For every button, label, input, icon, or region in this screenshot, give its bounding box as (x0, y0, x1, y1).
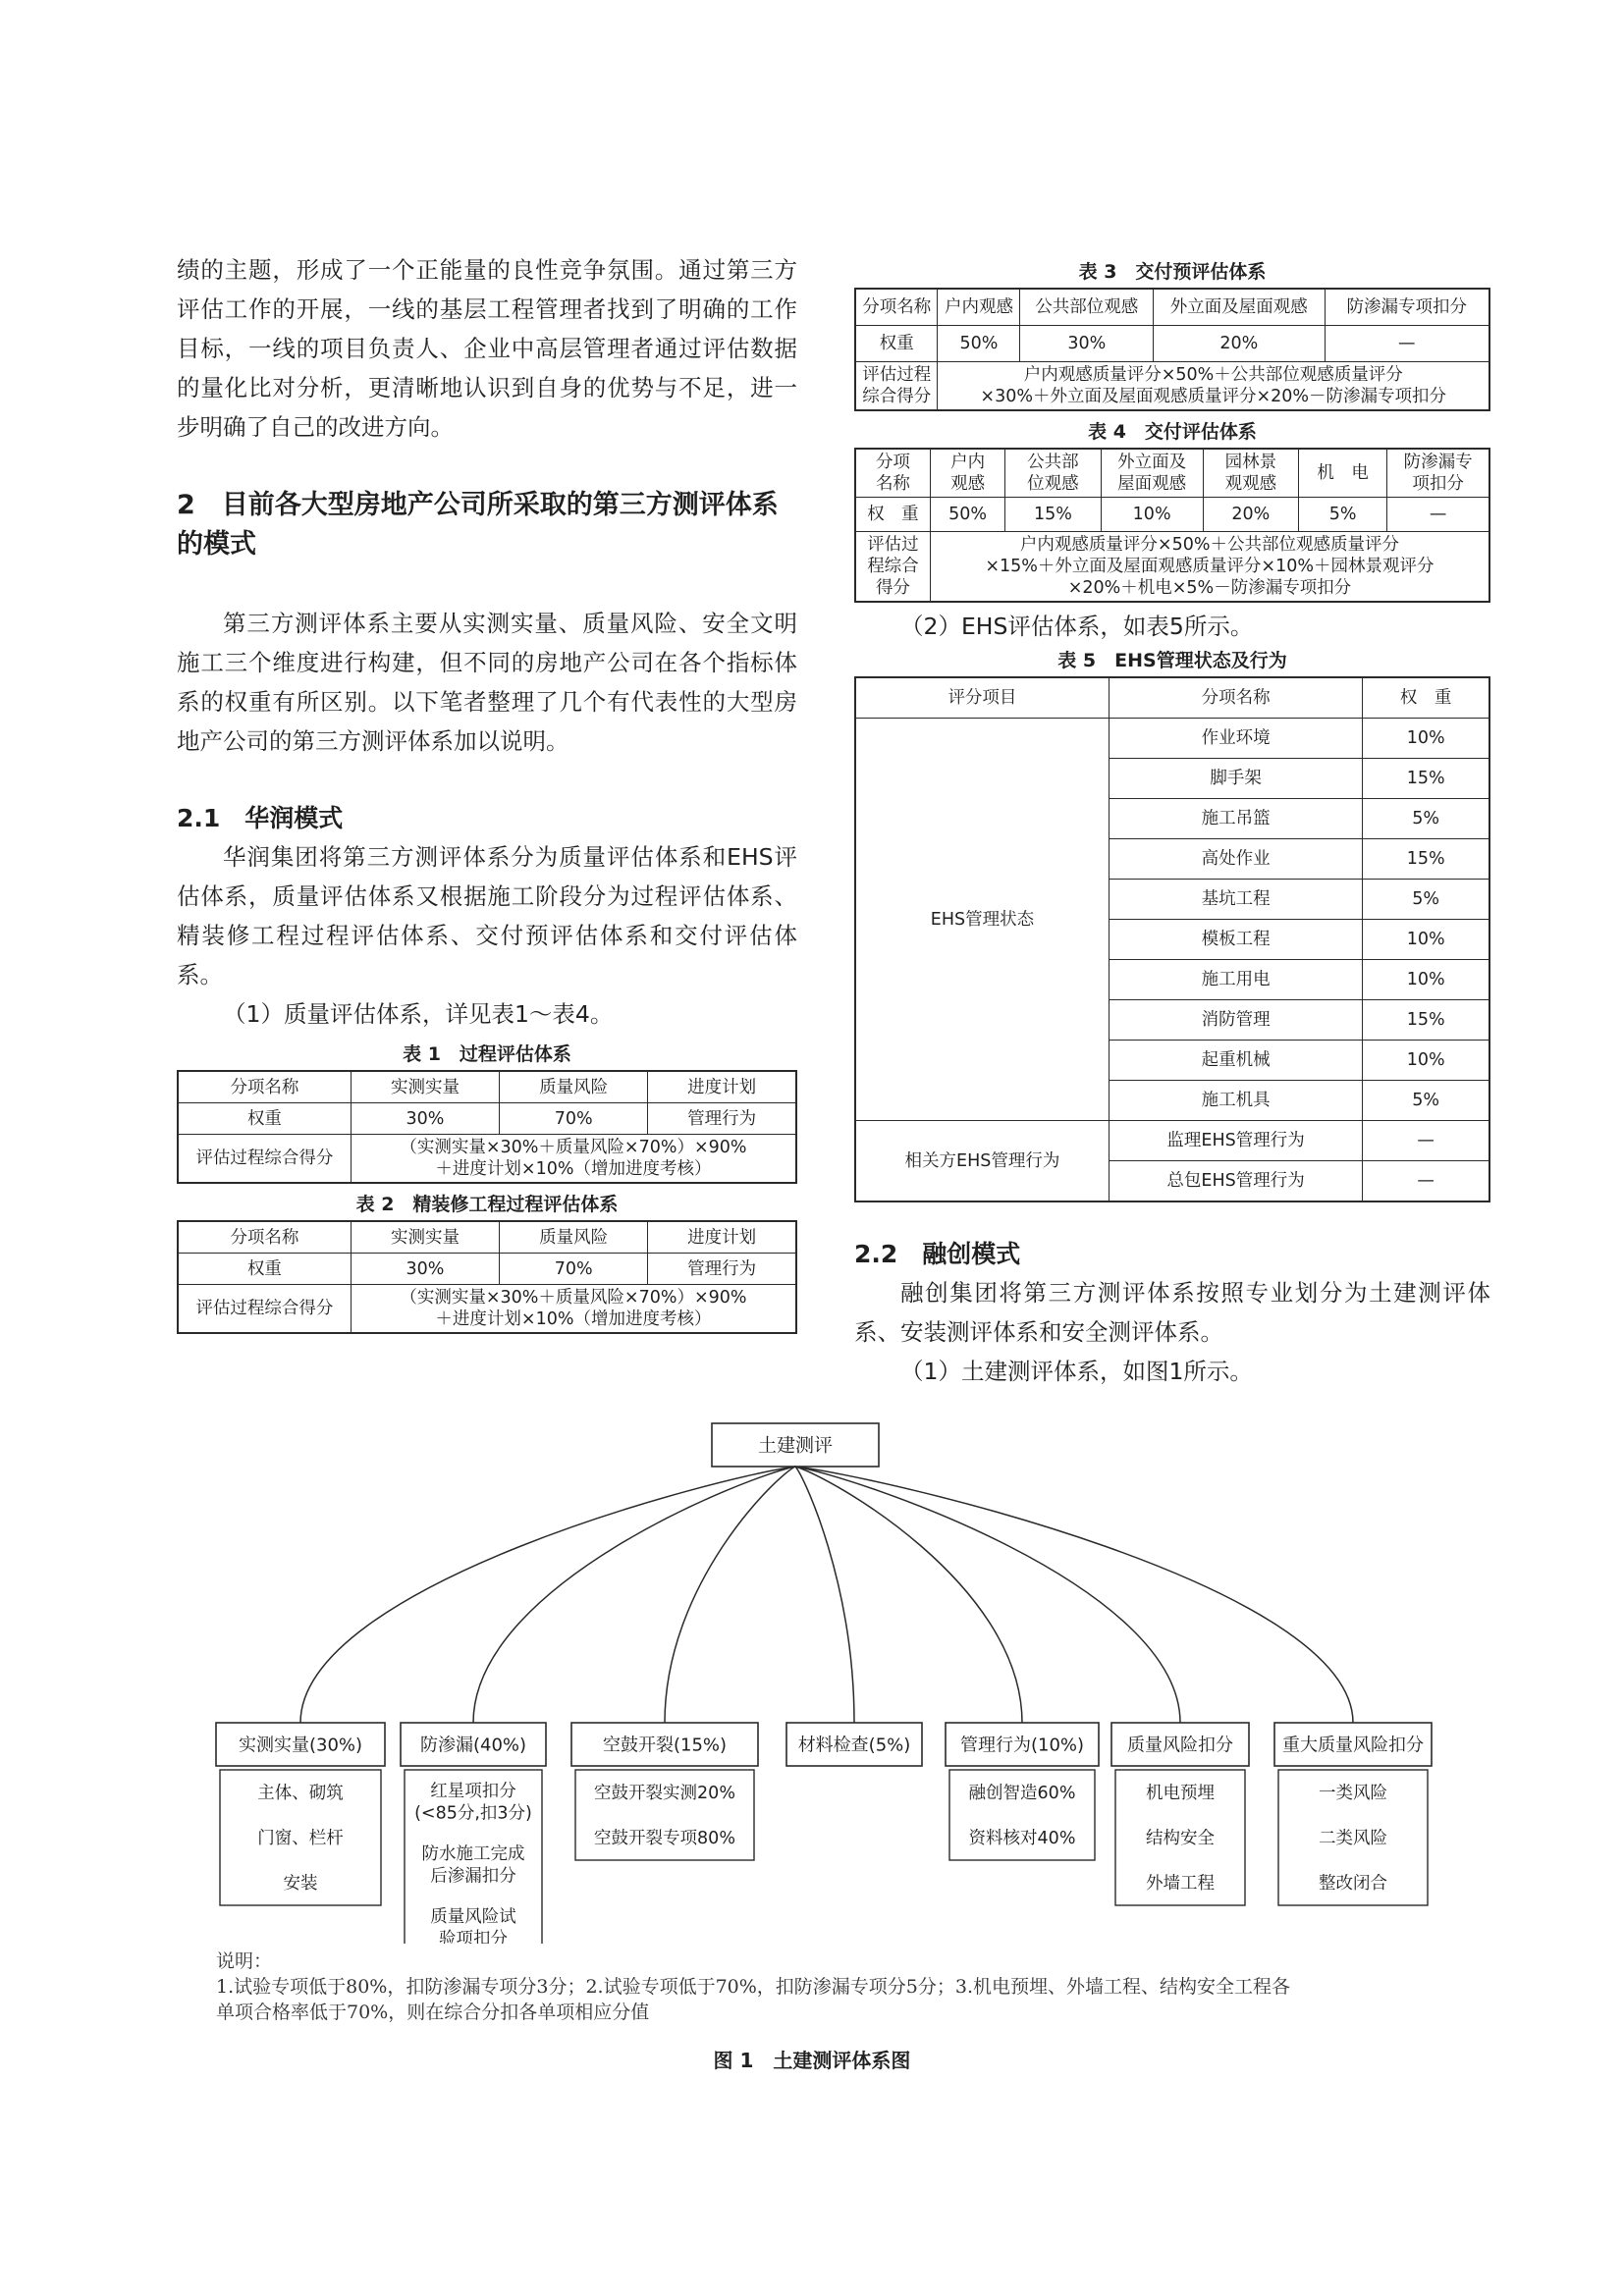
child-label: 整改闭合 (1319, 1874, 1387, 1895)
table-cell: 施工吊篮 (1109, 799, 1362, 839)
table-cell: 30% (351, 1254, 499, 1285)
cell-line: 观感 (950, 474, 986, 494)
table-cell: — (1363, 1161, 1489, 1202)
child-label: 红星项扣分(<85分,扣3分) (414, 1781, 532, 1824)
table-row (855, 289, 1489, 326)
cell-line: 项扣分 (1412, 474, 1464, 494)
table-cell-formula (930, 532, 1489, 603)
table-cell: 5% (1363, 880, 1489, 920)
table-cell: 15% (1363, 1000, 1489, 1041)
table-cell-group: 相关方EHS管理行为 (855, 1121, 1109, 1202)
child-label: 二类风险 (1319, 1829, 1387, 1849)
table-cell-group: EHS管理状态 (855, 719, 1109, 1121)
table-cell: 作业环境 (1109, 719, 1362, 759)
table-cell: 消防管理 (1109, 1000, 1362, 1041)
table-cell: 50% (938, 326, 1020, 362)
table-cell: 实测实量 (351, 1071, 499, 1103)
tree-diagram (196, 1414, 1434, 1944)
formula-line: ×20%＋机电×5%－防渗漏专项扣分 (1067, 578, 1352, 598)
table-cell: 权 重 (855, 498, 930, 532)
table-cell: 施工用电 (1109, 960, 1362, 1000)
table2-caption: 表 2 精装修工程过程评估体系 (355, 1194, 619, 1215)
table-cell (855, 362, 938, 411)
table-cell: 户内观感 (938, 289, 1020, 326)
table4 (854, 448, 1490, 603)
table-cell: 管理行为 (648, 1254, 796, 1285)
table-cell: 评估过程综合得分 (178, 1135, 351, 1184)
connector-line (665, 1467, 795, 1723)
table-cell: 施工机具 (1109, 1081, 1362, 1121)
table-cell: 高处作业 (1109, 839, 1362, 880)
table-cell-formula (938, 362, 1489, 411)
table3-caption: 表 3 交付预评估体系 (1078, 261, 1267, 283)
table-cell: 管理行为 (648, 1103, 796, 1135)
child-label: 融创智造60% (968, 1784, 1076, 1804)
cell-line: 分项 (875, 453, 910, 472)
child-label: 空鼓开裂实测20% (594, 1784, 735, 1804)
table-cell: 5% (1363, 1081, 1489, 1121)
table-cell: 10% (1363, 719, 1489, 759)
right-column (854, 257, 1490, 1391)
cell-line: 外立面及 (1117, 453, 1187, 472)
child-label: 质量风险试验项扣分 (430, 1906, 516, 1944)
table-cell: 10% (1363, 960, 1489, 1000)
root-label: 土建测评 (757, 1434, 834, 1457)
branch-label: 实测实量(30%) (238, 1735, 363, 1756)
child-label: 主体、砌筑 (257, 1784, 344, 1804)
table-cell: 分项名称 (855, 289, 938, 326)
formula-line: ＋进度计划×10%（增加进度考核） (435, 1159, 712, 1179)
table-cell: 公共部位观感 (1020, 289, 1154, 326)
table-cell: 权 重 (1363, 677, 1489, 719)
table-row (178, 1285, 796, 1334)
table-cell: 50% (930, 498, 1004, 532)
table-cell: 分项名称 (178, 1071, 351, 1103)
table-cell (855, 532, 930, 603)
section-2-paragraph: 第三方测评体系主要从实测实量、质量风险、安全文明施工三个维度进行构建，但不同的房地产公司在各个指标体系的权重有所区别。以下笔者整理了几个有代表性的大型房地产公司的第三方测评体系加以说明。 (177, 610, 797, 755)
list-item-3: （1）土建测评体系，如图1所示。 (900, 1358, 1253, 1385)
left-column (177, 250, 797, 1334)
section-2-1-title: 2.1 华润模式 (177, 804, 344, 832)
label-line: 评估过程 (862, 365, 932, 385)
branch-label: 重大质量风险扣分 (1282, 1735, 1424, 1756)
table-cell: 10% (1363, 920, 1489, 960)
table-cell: 实测实量 (351, 1221, 499, 1254)
list-item-1: （1）质量评估体系，详见表1～表4。 (223, 1000, 614, 1028)
table-cell: 分项名称 (178, 1221, 351, 1254)
formula-line: （实测实量×30%＋质量风险×70%）×90% (400, 1138, 747, 1157)
cell-line: 公共部 (1027, 453, 1079, 472)
table-row (178, 1254, 796, 1285)
table-cell: 15% (1005, 498, 1101, 532)
label-line: 综合得分 (862, 387, 932, 406)
table-row (855, 362, 1489, 411)
table-cell: 质量风险 (500, 1221, 648, 1254)
note-line: 单项合格率低于70%，则在综合分扣各单项相应分值 (216, 2002, 650, 2023)
note-title: 说明： (216, 1950, 273, 1972)
cell-line: 位观感 (1027, 474, 1079, 494)
connector-line (795, 1467, 1353, 1723)
section-2-1-paragraph: 华润集团将第三方测评体系分为质量评估体系和EHS评估体系，质量评估体系又根据施工阶段分为过程评估体系、精装修工程过程评估体系、交付预评估体系和交付评估体系。 (177, 843, 797, 988)
formula-line: 户内观感质量评分×50%＋公共部位观感质量评分 (1019, 535, 1399, 555)
table-cell: 基坑工程 (1109, 880, 1362, 920)
table-cell: 评估过程综合得分 (178, 1285, 351, 1334)
table-cell: 20% (1203, 498, 1298, 532)
table-cell: — (1363, 1121, 1489, 1161)
table-cell: 20% (1154, 326, 1325, 362)
note-line: 1.试验专项低于80%，扣防渗漏专项分3分；2.试验专项低于70%，扣防渗漏专项分5分；3.机电预埋、外墙工程、结构安全工程各 (216, 1976, 1291, 1998)
section-2-title: 2 目前各大型房地产公司所采取的第三方测评体系的模式 (177, 490, 779, 560)
formula-line: ×30%＋外立面及屋面观感质量评分×20%－防渗漏专项扣分 (980, 387, 1447, 406)
child-label: 空鼓开裂专项80% (594, 1829, 735, 1849)
table5-caption: 表 5 EHS管理状态及行为 (1057, 650, 1287, 671)
table-cell (1101, 449, 1203, 498)
formula-line: （实测实量×30%＋质量风险×70%）×90% (400, 1288, 747, 1308)
child-label: 机电预埋 (1146, 1784, 1215, 1804)
table-cell: 监理EHS管理行为 (1109, 1121, 1362, 1161)
child-label: 结构安全 (1146, 1829, 1215, 1849)
table-cell: 外立面及屋面观感 (1154, 289, 1325, 326)
branch-label: 材料检查(5%) (797, 1735, 911, 1756)
child-label: 防水施工完成后渗漏扣分 (421, 1843, 525, 1887)
table-cell: 质量风险 (500, 1071, 648, 1103)
cell-line: 户内 (950, 453, 986, 472)
section-2-2-paragraph: 融创集团将第三方测评体系按照专业划分为土建测评体系、安装测评体系和安全测评体系。 (854, 1279, 1490, 1346)
connector-line (473, 1467, 795, 1723)
table2 (177, 1220, 797, 1334)
table-cell (1203, 449, 1298, 498)
label-line: 评估过 (867, 535, 919, 555)
figure-1 (196, 1414, 1434, 1944)
intro-paragraph: 绩的主题，形成了一个正能量的良性竞争氛围。通过第三方评估工作的开展，一线的基层工程管理者找到了明确的工作目标，一线的项目负责人、企业中高层管理者通过评估数据的量化比对分析，更清晰地认识到自身的优势与不足，进一步明确了自己的改进方向。 (177, 256, 797, 441)
table-cell: 总包EHS管理行为 (1109, 1161, 1362, 1202)
connector-line (795, 1467, 1022, 1723)
table-row (855, 326, 1489, 362)
table-cell: 15% (1363, 839, 1489, 880)
table-row (855, 677, 1489, 719)
table-cell: — (1387, 498, 1489, 532)
branch-label: 防渗漏(40%) (419, 1735, 527, 1756)
table-cell: 评分项目 (855, 677, 1109, 719)
table1-caption: 表 1 过程评估体系 (403, 1043, 571, 1065)
formula-line: 户内观感质量评分×50%＋公共部位观感质量评分 (1023, 365, 1403, 385)
list-item-2: （2）EHS评估体系，如表5所示。 (900, 613, 1254, 640)
table-cell: 30% (351, 1103, 499, 1135)
cell-line: 观观感 (1224, 474, 1277, 494)
table-row (855, 1121, 1489, 1161)
table-cell: 70% (500, 1103, 648, 1135)
table-cell: 10% (1101, 498, 1203, 532)
table-row (178, 1103, 796, 1135)
formula-line: ×15%＋外立面及屋面观感质量评分×10%＋园林景观评分 (985, 557, 1435, 576)
table-row (178, 1071, 796, 1103)
formula-line: ＋进度计划×10%（增加进度考核） (435, 1309, 712, 1329)
table-row (178, 1221, 796, 1254)
table-cell: 70% (500, 1254, 648, 1285)
child-label: 安装 (283, 1874, 318, 1895)
table-cell: 脚手架 (1109, 759, 1362, 799)
cell-line: 机 电 (1317, 463, 1369, 483)
section-2-2-title: 2.2 融创模式 (854, 1240, 1021, 1268)
table-row (855, 498, 1489, 532)
table-cell: 15% (1363, 759, 1489, 799)
connector-line (795, 1467, 854, 1723)
table-row (178, 1135, 796, 1184)
label-line: 得分 (875, 578, 910, 598)
table-cell: 10% (1363, 1041, 1489, 1081)
table-cell: 进度计划 (648, 1221, 796, 1254)
table-cell: 起重机械 (1109, 1041, 1362, 1081)
table3 (854, 288, 1490, 411)
table-cell (1387, 449, 1489, 498)
table-cell (930, 449, 1004, 498)
table-cell: 权重 (178, 1103, 351, 1135)
branch-label: 质量风险扣分 (1127, 1735, 1233, 1756)
table-cell (1005, 449, 1101, 498)
figure-note (216, 1949, 1434, 2025)
cell-line: 屋面观感 (1117, 474, 1187, 494)
table-cell-formula (351, 1285, 796, 1334)
cell-line: 园林景 (1224, 453, 1277, 472)
child-label: 门窗、栏杆 (257, 1829, 344, 1849)
table-cell: 防渗漏专项扣分 (1325, 289, 1489, 326)
table-cell: 分项名称 (1109, 677, 1362, 719)
table-row (855, 719, 1489, 759)
table-cell: 5% (1298, 498, 1386, 532)
label-line: 程综合 (867, 557, 919, 576)
table4-caption: 表 4 交付评估体系 (1088, 421, 1257, 443)
branch-label: 管理行为(10%) (959, 1735, 1085, 1756)
table1 (177, 1070, 797, 1184)
cell-line: 防渗漏专 (1403, 453, 1473, 472)
child-label: 资料核对40% (968, 1829, 1076, 1849)
table-cell: — (1325, 326, 1489, 362)
branch-label: 空鼓开裂(15%) (602, 1735, 728, 1756)
table-row (855, 532, 1489, 603)
table-cell: 30% (1020, 326, 1154, 362)
table-cell (855, 449, 930, 498)
figure-caption: 图 1 土建测评体系图 (713, 2049, 911, 2072)
table-row (855, 449, 1489, 498)
cell-line: 名称 (875, 474, 910, 494)
table-cell: 5% (1363, 799, 1489, 839)
table-cell: 权重 (178, 1254, 351, 1285)
table-cell: 模板工程 (1109, 920, 1362, 960)
child-label: 外墙工程 (1146, 1874, 1215, 1895)
child-label: 一类风险 (1319, 1784, 1387, 1804)
table-cell (1298, 449, 1386, 498)
table-cell-formula (351, 1135, 796, 1184)
table5 (854, 676, 1490, 1202)
table-cell: 进度计划 (648, 1071, 796, 1103)
table-cell: 权重 (855, 326, 938, 362)
